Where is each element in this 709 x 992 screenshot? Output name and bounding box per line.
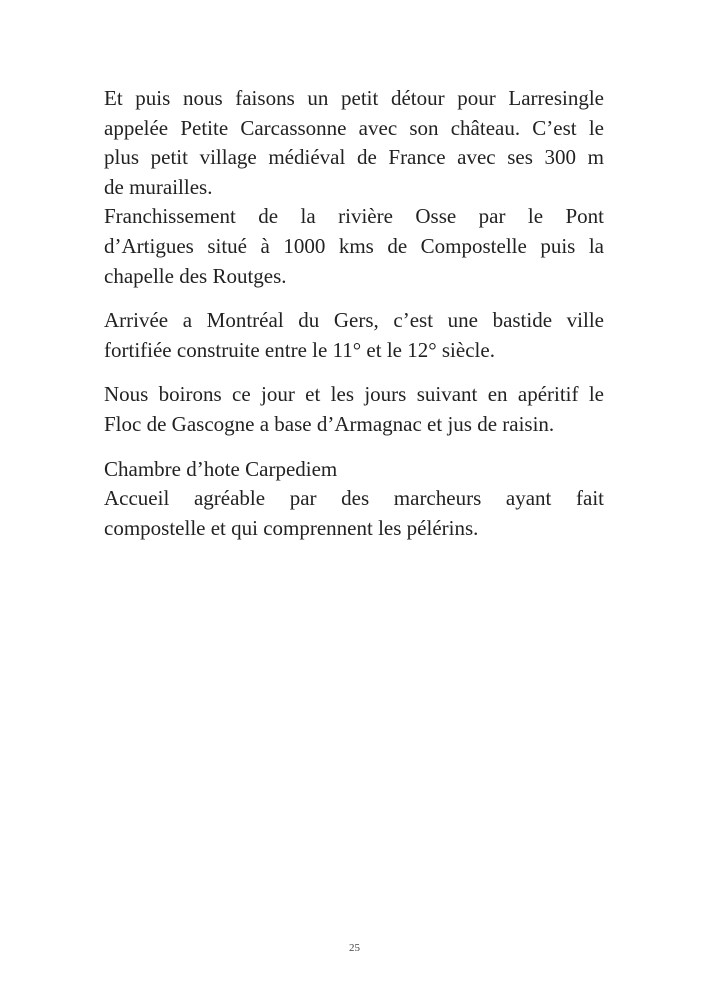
text-line: Chambre d’hote Carpediem	[104, 456, 338, 481]
text-line: Accueil agréable par des marcheurs ayant fait	[104, 486, 604, 511]
paragraph-chambre	[104, 455, 604, 544]
text-line: Floc de Gascogne a base d’Armagnac et jus de raisin.	[104, 411, 555, 436]
text-line: Arrivée a Montréal du Gers, c’est une bastide ville	[104, 308, 604, 333]
paragraph-floc	[104, 380, 604, 439]
text-line: plus petit village médiéval de France avec ses 300 m	[104, 145, 604, 170]
text-line: Franchissement de la rivière Osse par le Pont	[104, 204, 604, 229]
document-page	[104, 84, 604, 558]
page-number: 25	[349, 942, 360, 954]
text-line: appelée Petite Carcassonne avec son château. C’est le	[104, 115, 604, 140]
text-line: chapelle des Routges.	[104, 263, 287, 288]
text-line: d’Artigues situé à 1000 kms de Compostelle puis la	[104, 233, 604, 258]
paragraph-montreal	[104, 306, 604, 365]
text-line: compostelle et qui comprennent les pélérins.	[104, 515, 479, 540]
text-line: Nous boirons ce jour et les jours suivant en apéritif le	[104, 382, 604, 407]
text-line: fortifiée construite entre le 11° et le 12° siècle.	[104, 337, 495, 362]
text-line: de murailles.	[104, 174, 213, 199]
paragraph-larresingle	[104, 84, 604, 291]
text-line: Et puis nous faisons un petit détour pour Larresingle	[104, 86, 604, 110]
